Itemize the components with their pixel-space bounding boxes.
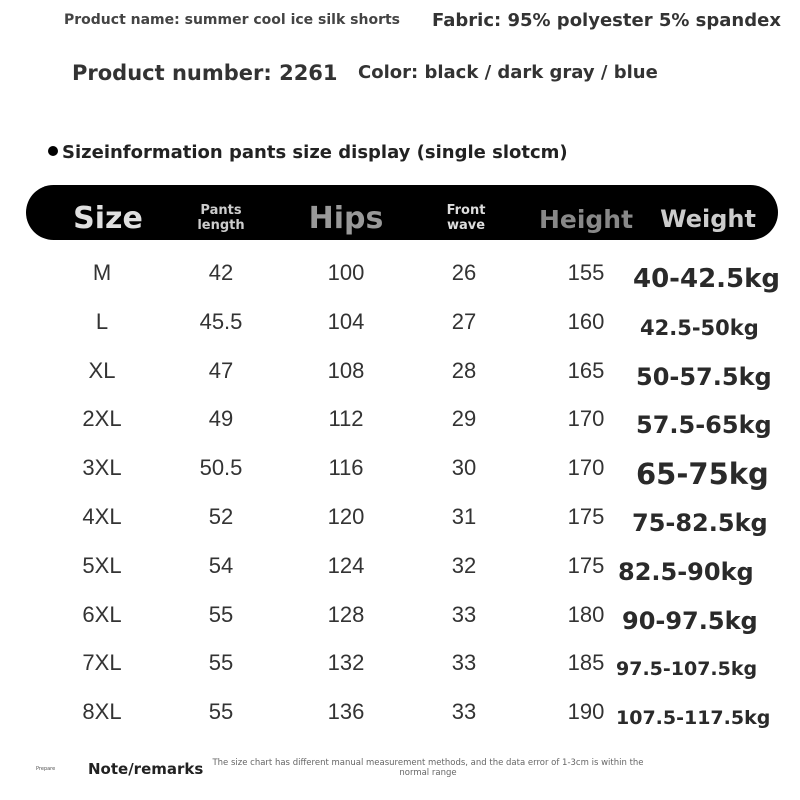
- bullet-icon: [48, 146, 58, 156]
- cell-front: 33: [451, 601, 477, 627]
- cell-front: 27: [451, 308, 477, 334]
- cell-front: 33: [451, 650, 477, 676]
- cell-height: 180: [567, 601, 605, 627]
- cell-size: 8XL: [82, 699, 122, 725]
- cell-weight: 75-82.5kg: [632, 509, 768, 537]
- cell-length: 47: [208, 357, 234, 383]
- cell-size: XL: [88, 357, 116, 383]
- cell-hips: 100: [327, 260, 365, 285]
- color: Color: black / dark gray / blue: [358, 62, 658, 83]
- prepare-label: Prepare: [36, 766, 56, 772]
- cell-height: 170: [567, 455, 605, 481]
- cell-length: 42: [208, 260, 234, 285]
- cell-front: 31: [451, 504, 477, 529]
- cell-hips: 136: [327, 699, 365, 725]
- cell-length: 55: [208, 650, 234, 676]
- cell-length: 52: [208, 504, 234, 529]
- cell-size: 5XL: [82, 552, 122, 578]
- cell-height: 175: [567, 552, 605, 578]
- cell-hips: 128: [327, 601, 365, 627]
- cell-size: 3XL: [82, 455, 122, 481]
- cell-size: 6XL: [82, 601, 122, 627]
- cell-height: 155: [567, 260, 605, 285]
- header-size: Size: [73, 201, 143, 236]
- note-label: Note/remarks: [88, 760, 204, 778]
- cell-weight: 40-42.5kg: [633, 264, 781, 294]
- cell-hips: 112: [328, 406, 364, 432]
- cell-height: 170: [567, 406, 605, 432]
- header-pants-line1: Pants: [200, 203, 242, 218]
- header-pants-line2: length: [197, 218, 245, 233]
- cell-length: 50.5: [199, 455, 243, 481]
- cell-hips: 132: [327, 650, 365, 676]
- cell-front: 32: [451, 552, 477, 578]
- cell-hips: 104: [327, 308, 365, 334]
- cell-front: 33: [451, 699, 477, 725]
- cell-front: 28: [451, 357, 477, 383]
- cell-hips: 124: [327, 552, 365, 578]
- section-title: Sizeinformation pants size display (single slotcm): [62, 142, 568, 163]
- cell-hips: 120: [327, 504, 365, 529]
- cell-length: 55: [208, 601, 234, 627]
- cell-weight: 90-97.5kg: [622, 606, 758, 635]
- cell-weight: 65-75kg: [636, 457, 769, 492]
- cell-weight: 82.5-90kg: [618, 557, 754, 586]
- cell-weight: 42.5-50kg: [640, 315, 759, 340]
- cell-length: 55: [208, 699, 234, 725]
- cell-weight: 57.5-65kg: [636, 411, 772, 440]
- product-number: Product number: 2261: [72, 61, 338, 85]
- cell-size: L: [95, 308, 109, 334]
- cell-height: 175: [567, 504, 605, 529]
- cell-front: 30: [451, 455, 477, 481]
- cell-length: 45.5: [199, 308, 243, 334]
- header-height: Height: [538, 205, 634, 234]
- header-weight: Weight: [660, 205, 756, 233]
- header-pants-length: [197, 203, 244, 233]
- table-header: [26, 185, 778, 240]
- cell-height: 160: [567, 308, 605, 334]
- cell-length: 54: [208, 552, 234, 578]
- note-text: The size chart has different manual measurement methods, and the data error of 1-3cm is within the normal range: [212, 758, 644, 778]
- header-front-line1: Front: [446, 203, 486, 218]
- cell-height: 165: [567, 357, 605, 383]
- cell-hips: 116: [328, 455, 364, 481]
- cell-weight: 50-57.5kg: [636, 362, 772, 391]
- product-name: Product name: summer cool ice silk shorts: [64, 12, 400, 28]
- cell-length: 49: [208, 406, 234, 432]
- cell-size: 7XL: [82, 650, 122, 676]
- header-hips: Hips: [308, 201, 384, 236]
- cell-hips: 108: [327, 357, 365, 383]
- cell-front: 26: [451, 260, 477, 285]
- cell-front: 29: [451, 406, 477, 432]
- fabric: Fabric: 95% polyester 5% spandex: [432, 10, 781, 31]
- header-front-line2: wave: [446, 218, 486, 233]
- cell-size: M: [92, 260, 112, 285]
- cell-height: 190: [567, 699, 605, 725]
- cell-size: 4XL: [82, 504, 122, 529]
- cell-height: 185: [567, 650, 605, 676]
- cell-weight: 97.5-107.5kg: [616, 658, 758, 681]
- header-front-wave: [447, 203, 486, 233]
- cell-size: 2XL: [82, 406, 122, 432]
- cell-weight: 107.5-117.5kg: [616, 707, 771, 730]
